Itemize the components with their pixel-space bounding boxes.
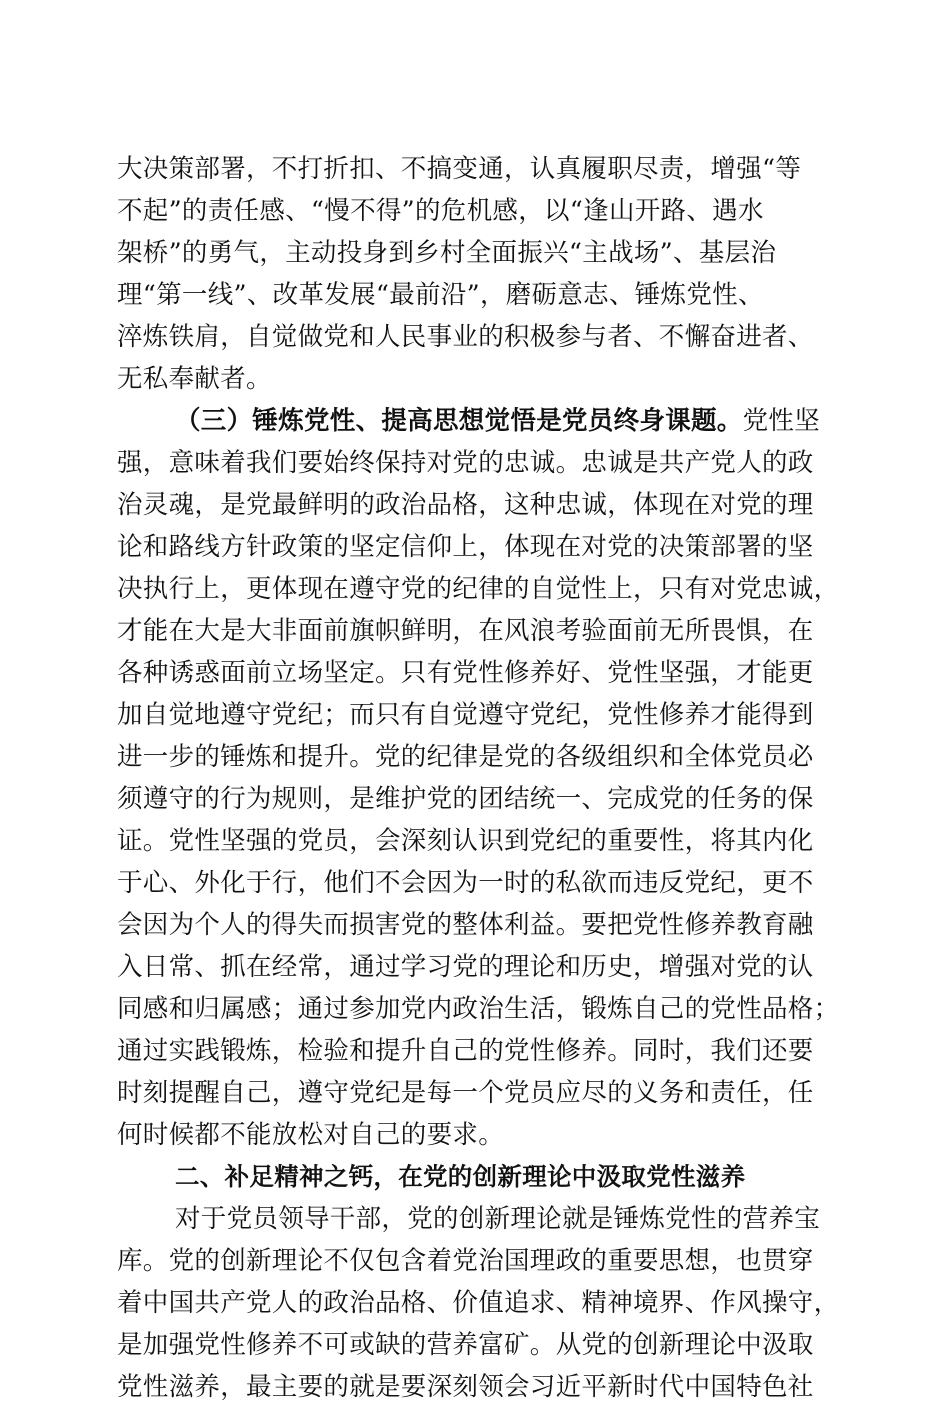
text-line: 同感和归属感；通过参加党内政治生活，锻炼自己的党性品格； bbox=[117, 994, 840, 1024]
text-line: 进一步的锤炼和提升。党的纪律是党的各级组织和全体党员必 bbox=[117, 742, 814, 772]
paragraph-3 bbox=[117, 1198, 839, 1408]
text-line: 各种诱惑面前立场坚定。只有党性修养好、党性坚强，才能更 bbox=[117, 658, 814, 688]
text-line: 库。党的创新理论不仅包含着党治国理政的重要思想，也贯穿 bbox=[117, 1246, 814, 1276]
text-line: 强，意味着我们要始终保持对党的忠诚。忠诚是共产党人的政 bbox=[117, 448, 814, 478]
section-lead-heading: （三）锤炼党性、提高思想觉悟是党员终身课题。 bbox=[175, 406, 743, 436]
text-line: 通过实践锻炼，检验和提升自己的党性修养。同时，我们还要 bbox=[117, 1036, 814, 1066]
text-line: 党性滋养，最主要的就是要深刻领会习近平新时代中国特色社 bbox=[117, 1372, 814, 1402]
text-line: 何时候都不能放松对自己的要求。 bbox=[117, 1120, 505, 1150]
text-line: 对于党员领导干部，党的创新理论就是锤炼党性的营养宝 bbox=[175, 1204, 821, 1234]
text-line: 理“第一线”、改革发展“最前沿”，磨砺意志、锤炼党性、 bbox=[117, 280, 764, 310]
text-line: 论和路线方针政策的坚定信仰上，体现在对党的决策部署的坚 bbox=[117, 532, 814, 562]
text-line: 大决策部署，不打折扣、不搞变通，认真履职尽责，增强“等 bbox=[117, 154, 802, 184]
text-line: 着中国共产党人的政治品格、价值追求、精神境界、作风操守， bbox=[117, 1288, 840, 1318]
text-line: 会因为个人的得失而损害党的整体利益。要把党性修养教育融 bbox=[117, 910, 814, 940]
text-line: 无私奉献者。 bbox=[117, 364, 272, 394]
text-line: 时刻提醒自己，遵守党纪是每一个党员应尽的义务和责任，任 bbox=[117, 1078, 814, 1108]
paragraph-2-first-line bbox=[117, 400, 839, 442]
text-line: 证。党性坚强的党员，会深刻认识到党纪的重要性，将其内化 bbox=[117, 826, 814, 856]
text-line: 是加强党性修养不可或缺的营养富矿。从党的创新理论中汲取 bbox=[117, 1330, 814, 1360]
text-line: 决执行上，更体现在遵守党的纪律的自觉性上，只有对党忠诚， bbox=[117, 574, 840, 604]
paragraph-2 bbox=[117, 400, 839, 1156]
section-heading: 二、补足精神之钙，在党的创新理论中汲取党性滋养 bbox=[175, 1162, 746, 1191]
text-line: 淬炼铁肩，自觉做党和人民事业的积极参与者、不懈奋进者、 bbox=[117, 322, 814, 352]
text-fragment: 党性坚 bbox=[742, 406, 821, 436]
text-line: 于心、外化于行，他们不会因为一时的私欲而违反党纪，更不 bbox=[117, 868, 814, 898]
text-line: 入日常、抓在经常，通过学习党的理论和历史，增强对党的认 bbox=[117, 952, 814, 982]
text-line: 不起”的责任感、“慢不得”的危机感，以“逢山开路、遇水 bbox=[117, 196, 764, 226]
document-body bbox=[117, 148, 839, 1408]
text-line: 治灵魂，是党最鲜明的政治品格，这种忠诚，体现在对党的理 bbox=[117, 490, 814, 520]
text-line: 加自觉地遵守党纪；而只有自觉遵守党纪，党性修养才能得到 bbox=[117, 700, 814, 730]
text-line: 须遵守的行为规则，是维护党的团结统一、完成党的任务的保 bbox=[117, 784, 814, 814]
paragraph-1 bbox=[117, 148, 839, 400]
text-line: 才能在大是大非面前旗帜鲜明，在风浪考验面前无所畏惧，在 bbox=[117, 616, 814, 646]
text-line: 架桥”的勇气，主动投身到乡村全面振兴“主战场”、基层治 bbox=[117, 238, 777, 268]
